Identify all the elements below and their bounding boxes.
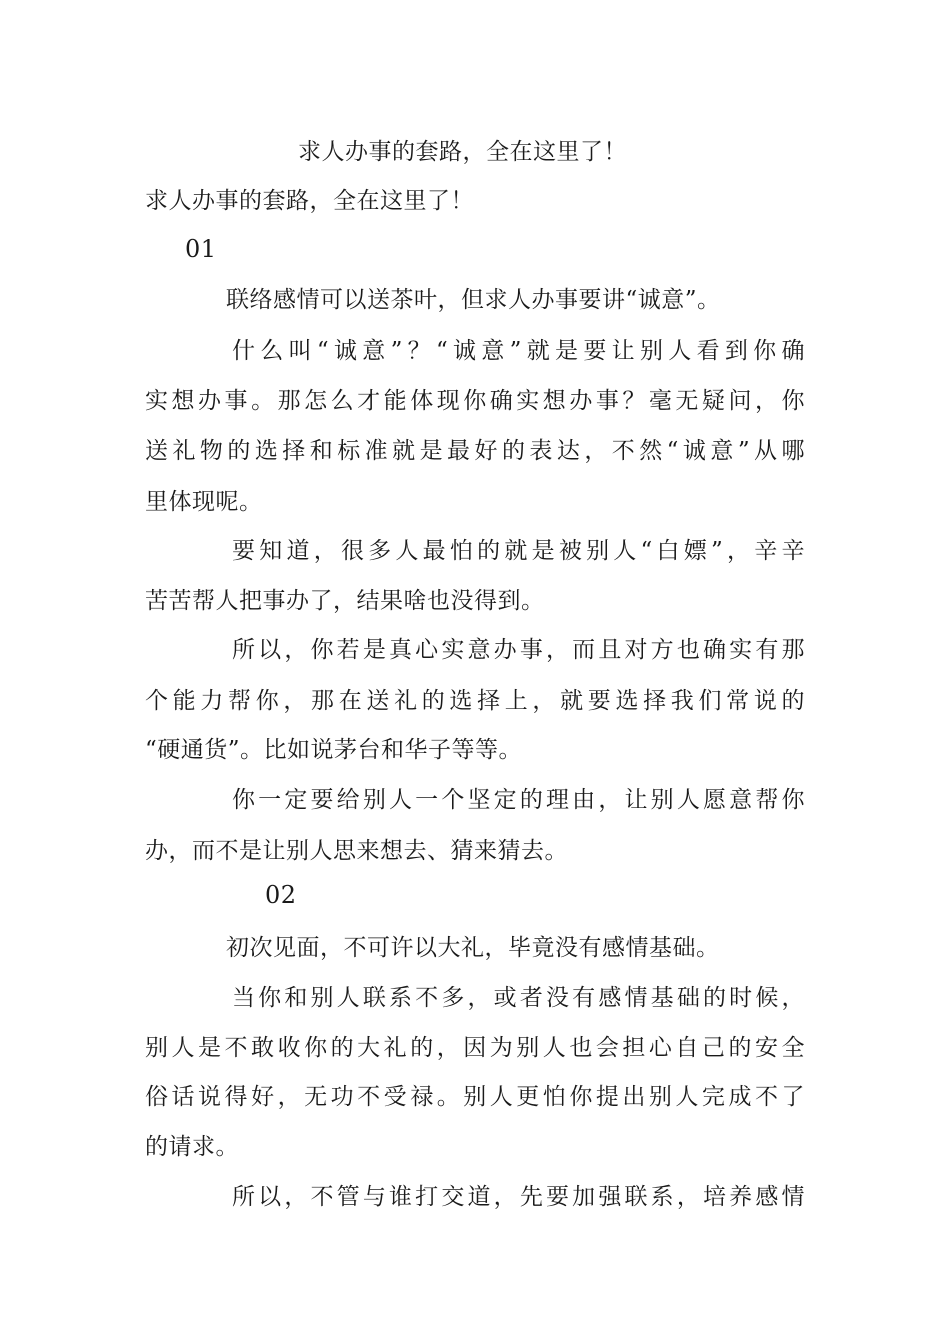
paragraph-line: 所以，不管与谁打交道，先要加强联系，培养感情: [232, 1184, 805, 1210]
paragraph-line: 要知道，很多人最怕的就是被别人“白嫖”，辛辛: [232, 538, 805, 564]
section-number-02: 02: [265, 881, 297, 909]
paragraph-line: 里体现呢。: [145, 489, 263, 515]
paragraph-line: 个能力帮你，那在送礼的选择上，就要选择我们常说的: [145, 688, 805, 714]
section2-heading: 初次见面，不可许以大礼，毕竟没有感情基础。: [226, 935, 720, 961]
paragraph-line: 什么叫“诚意”？“诚意”就是要让别人看到你确: [232, 338, 805, 364]
paragraph-line: 苦苦帮人把事办了，结果啥也没得到。: [145, 588, 545, 614]
paragraph-line: “硬通货”。比如说茅台和华子等等。: [145, 737, 523, 763]
paragraph-line: 实想办事。那怎么才能体现你确实想办事？毫无疑问，你: [145, 388, 805, 414]
paragraph-line: 送礼物的选择和标准就是最好的表达，不然“诚意”从哪: [145, 438, 805, 464]
paragraph-line: 办，而不是让别人思来想去、猜来猜去。: [145, 838, 568, 864]
paragraph-line: 所以，你若是真心实意办事，而且对方也确实有那: [232, 637, 805, 663]
paragraph-line: 你一定要给别人一个坚定的理由，让别人愿意帮你: [232, 787, 805, 813]
paragraph-line: 当你和别人联系不多，或者没有感情基础的时候，: [232, 985, 805, 1011]
paragraph-line: 的请求。: [145, 1134, 239, 1160]
section1-heading: 联络感情可以送茶叶，但求人办事要讲“诚意”。: [226, 287, 721, 313]
document-subtitle: 求人办事的套路，全在这里了！: [145, 188, 474, 214]
section-number-01: 01: [185, 235, 217, 263]
page-title: 求人办事的套路，全在这里了！: [298, 139, 627, 165]
paragraph-line: 别人是不敢收你的大礼的，因为别人也会担心自己的安全: [145, 1035, 805, 1061]
paragraph-line: 俗话说得好，无功不受禄。别人更怕你提出别人完成不了: [145, 1084, 805, 1110]
